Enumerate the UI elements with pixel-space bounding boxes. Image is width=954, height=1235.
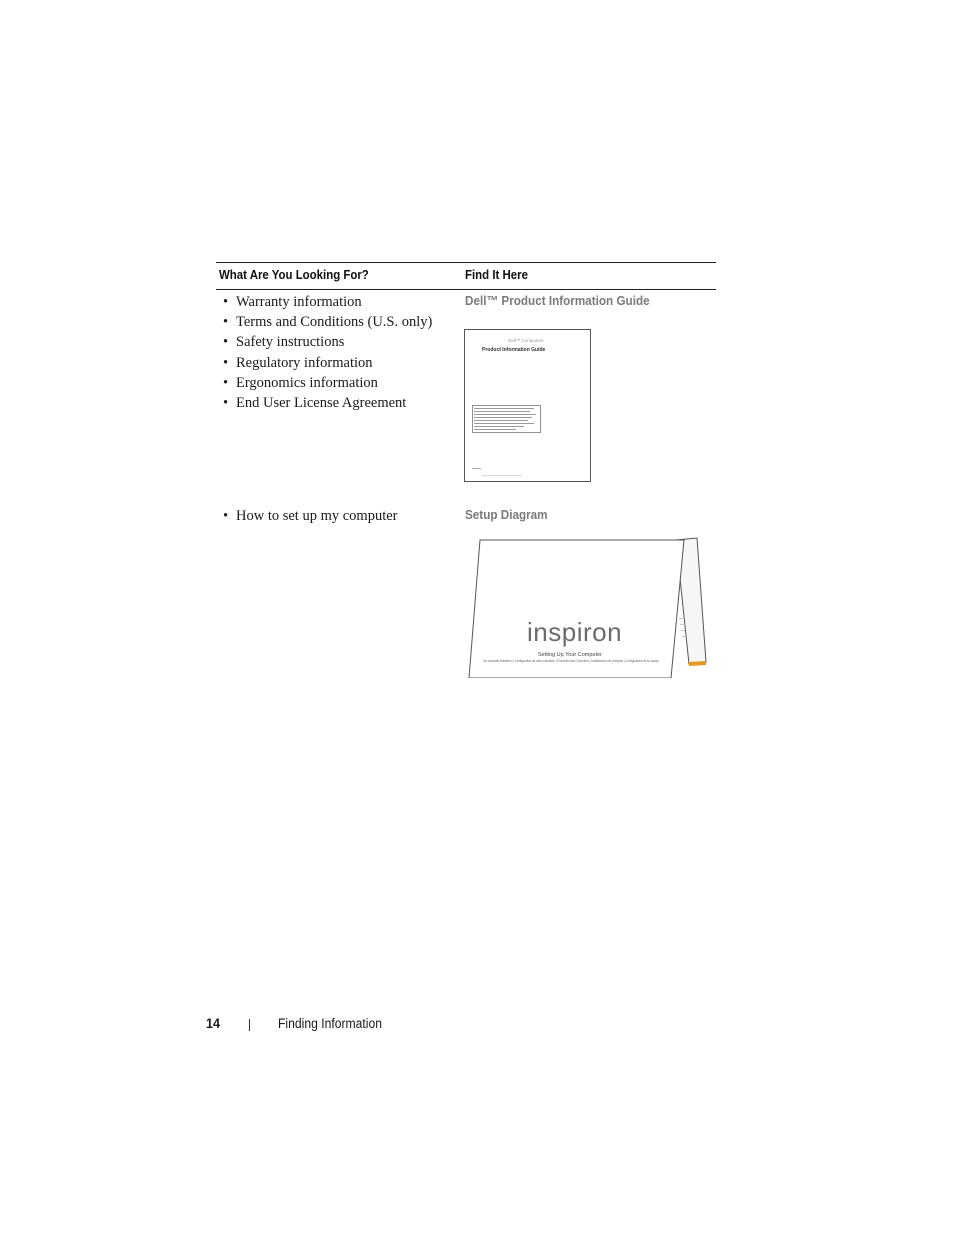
topic-list — [223, 506, 398, 526]
booklet-title: Product Information Guide — [482, 347, 546, 353]
footer-section-title: Finding Information — [278, 1016, 383, 1031]
list-item: • Terms and Conditions (U.S. only) — [223, 314, 433, 331]
list-item: • How to set up my computer — [223, 508, 398, 524]
product-information-guide-image — [464, 329, 592, 484]
source-product-information-guide: Dell™ Product Information Guide — [465, 293, 650, 308]
list-item: • Ergonomics information — [223, 374, 378, 391]
table-row — [216, 506, 716, 706]
list-item: • Regulatory information — [223, 354, 373, 371]
header-find-it-here: Find It Here — [465, 267, 528, 282]
list-item: • End User License Agreement — [223, 395, 407, 412]
table-row — [216, 290, 716, 506]
footer-separator — [249, 1019, 250, 1031]
page-footer — [0, 1015, 954, 1035]
page-number: 14 — [206, 1015, 221, 1031]
inspiron-logo: inspiron — [527, 617, 623, 647]
info-table — [216, 262, 716, 706]
source-setup-diagram: Setup Diagram — [465, 507, 548, 522]
booklet-notice-box — [473, 406, 541, 433]
booklet-brand: Dell™ Computers — [508, 338, 544, 343]
header-looking-for: What Are You Looking For? — [219, 267, 369, 282]
topic-list — [223, 292, 432, 413]
diagram-subcaption: Uw computer installeren | Configuration de votre ordinateur | Einrichten des Computers | Installazione del computer | Configuración de su equipo — [483, 659, 660, 663]
list-item: • Safety instructions — [223, 334, 345, 351]
table-header-row — [216, 263, 716, 289]
setup-diagram-image — [465, 534, 709, 678]
list-item: • Warranty information — [223, 294, 362, 310]
diagram-caption: Setting Up Your Computer — [538, 652, 602, 658]
